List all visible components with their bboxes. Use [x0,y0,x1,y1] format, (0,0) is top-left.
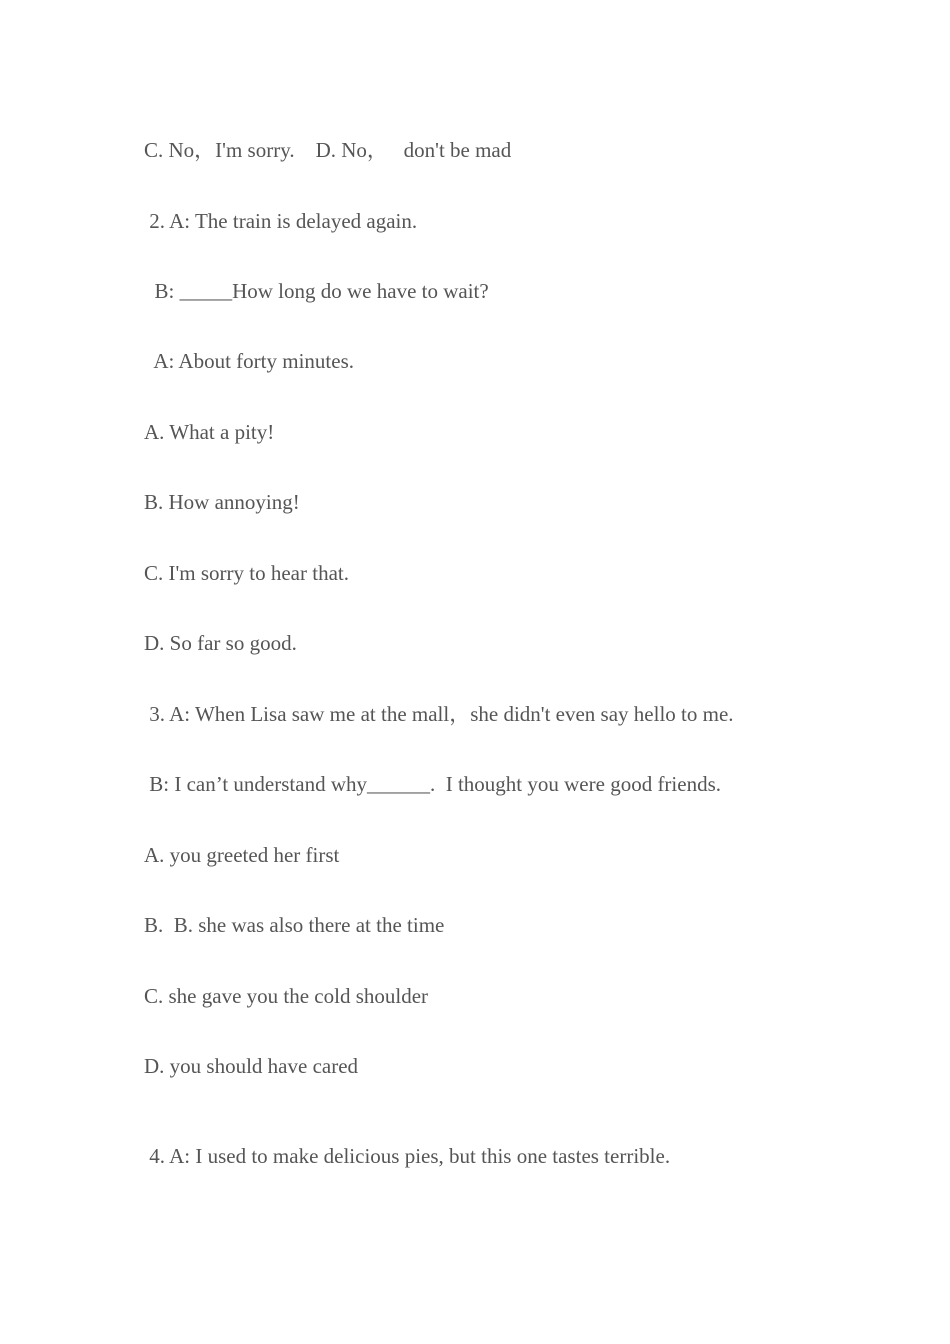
q2-option-d: D. So far so good. [144,631,297,655]
q3-speaker-a-line: 3. A: When Lisa saw me at the mall，she didn't even say hello to me. [144,702,734,726]
q2-option-c: C. I'm sorry to hear that. [144,561,349,585]
q3-option-c: C. she gave you the cold shoulder [144,984,429,1008]
q4-speaker-a-line: 4. A: I used to make delicious pies, but this one tastes terrible. [144,1144,671,1168]
q2-speaker-a-line: 2. A: The train is delayed again. [144,209,418,233]
q3-speaker-b-line: B: I can’t understand why______. I thought you were good friends. [144,772,722,796]
q3-option-b: B. B. she was also there at the time [144,913,445,937]
q2-speaker-a-reply: A: About forty minutes. [144,349,354,373]
q2-option-b: B. How annoying! [144,490,300,514]
q2-option-a: A. What a pity! [144,420,275,444]
q1-options-cd: C. No，I'm sorry. D. No， don't be mad [144,138,512,162]
q3-option-d: D. you should have cared [144,1054,359,1078]
q3-option-a: A. you greeted her first [144,843,340,867]
q2-speaker-b-line: B: _____How long do we have to wait? [144,279,489,303]
